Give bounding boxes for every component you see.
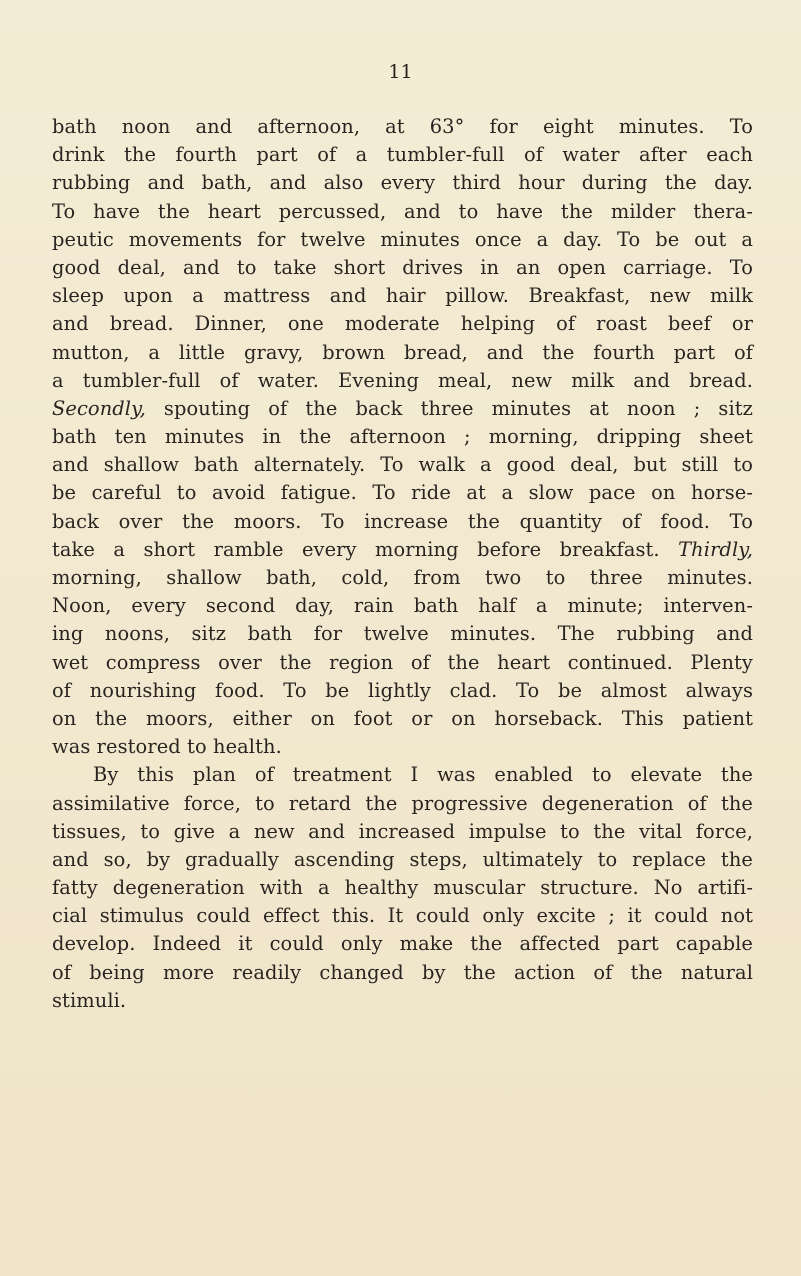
line-text: wet compress over the region of the heart continued. Plenty	[52, 650, 753, 674]
italic-text: Thirdly,	[678, 537, 753, 561]
text-line	[52, 395, 753, 423]
line-text: By this plan of treatment I was enabled to elevate the	[93, 763, 753, 787]
line-text: good deal, and to take short drives in an open carriage. To	[52, 255, 753, 279]
text-line	[52, 818, 753, 846]
line-text: fatty degeneration with a healthy muscular structure. No artifi-	[52, 876, 753, 900]
line-text: spouting of the back three minutes at noon ; sitz	[145, 396, 753, 420]
text-line	[52, 564, 753, 592]
italic-text: Secondly,	[52, 396, 146, 420]
line-text: was restored to health.	[52, 735, 282, 759]
line-text: take a short ramble every morning before breakfast.	[52, 537, 679, 561]
text-line	[52, 254, 753, 282]
text-line	[52, 790, 753, 818]
text-line	[52, 423, 753, 451]
text-line	[52, 592, 753, 620]
text-line	[52, 930, 753, 958]
line-text: develop. Indeed it could only make the affected part capable	[52, 932, 753, 956]
line-text: and bread. Dinner, one moderate helping of roast beef or	[52, 312, 753, 336]
text-line	[52, 705, 753, 733]
line-text: bath noon and afternoon, at 63° for eight minutes. To	[52, 115, 753, 138]
text-line	[52, 620, 753, 648]
text-line	[52, 761, 753, 789]
line-text: stimuli.	[52, 988, 127, 1012]
text-line	[52, 198, 753, 226]
line-text: tissues, to give a new and increased impulse to the vital force,	[52, 819, 753, 843]
text-line	[52, 310, 753, 338]
text-line	[52, 113, 753, 141]
text-line	[52, 874, 753, 902]
text-line	[52, 451, 753, 479]
line-text: and shallow bath alternately. To walk a good deal, but still to	[52, 453, 753, 477]
line-text: To have the heart percussed, and to have the milder thera-	[52, 199, 753, 223]
line-text: mutton, a little gravy, brown bread, and the fourth part of	[52, 340, 753, 364]
body-text	[52, 113, 753, 1015]
text-line	[52, 479, 753, 507]
line-text: Noon, every second day, rain bath half a minute; interven-	[52, 594, 753, 618]
text-line	[52, 339, 753, 367]
text-line	[52, 226, 753, 254]
line-text: assimilative force, to retard the progressive degeneration of the	[52, 791, 753, 815]
text-line	[52, 733, 753, 761]
line-text: a tumbler-full of water. Evening meal, new milk and bread.	[52, 368, 753, 392]
line-text: cial stimulus could effect this. It could only excite ; it could not	[52, 904, 753, 928]
text-line	[52, 141, 753, 169]
line-text: morning, shallow bath, cold, from two to three minutes.	[52, 566, 753, 589]
line-text: of being more readily changed by the action of the natural	[52, 960, 753, 984]
line-text: on the moors, either on foot or on horseback. This patient	[52, 706, 753, 730]
line-text: rubbing and bath, and also every third hour during the day.	[52, 171, 753, 195]
text-line	[52, 846, 753, 874]
text-line	[52, 649, 753, 677]
line-text: of nourishing food. To be lightly clad. To be almost always	[52, 678, 753, 702]
page-number: 11	[388, 61, 413, 83]
line-text: and so, by gradually ascending steps, ultimately to replace the	[52, 847, 753, 871]
text-line	[52, 169, 753, 197]
text-line	[52, 677, 753, 705]
text-line	[52, 959, 753, 987]
line-text: drink the fourth part of a tumbler-full of water after each	[52, 143, 753, 167]
line-text: sleep upon a mattress and hair pillow. Breakfast, new milk	[52, 284, 753, 308]
text-line	[52, 367, 753, 395]
line-text: ing noons, sitz bath for twelve minutes. The rubbing and	[52, 622, 753, 646]
line-text: be careful to avoid fatigue. To ride at a slow pace on horse-	[52, 481, 753, 505]
line-text: bath ten minutes in the afternoon ; morning, dripping sheet	[52, 425, 753, 449]
line-text: back over the moors. To increase the quantity of food. To	[52, 509, 753, 533]
line-text: peutic movements for twelve minutes once a day. To be out a	[52, 227, 753, 251]
text-line	[52, 536, 753, 564]
text-line	[52, 902, 753, 930]
text-line	[52, 987, 753, 1015]
text-line	[52, 508, 753, 536]
text-line	[52, 282, 753, 310]
